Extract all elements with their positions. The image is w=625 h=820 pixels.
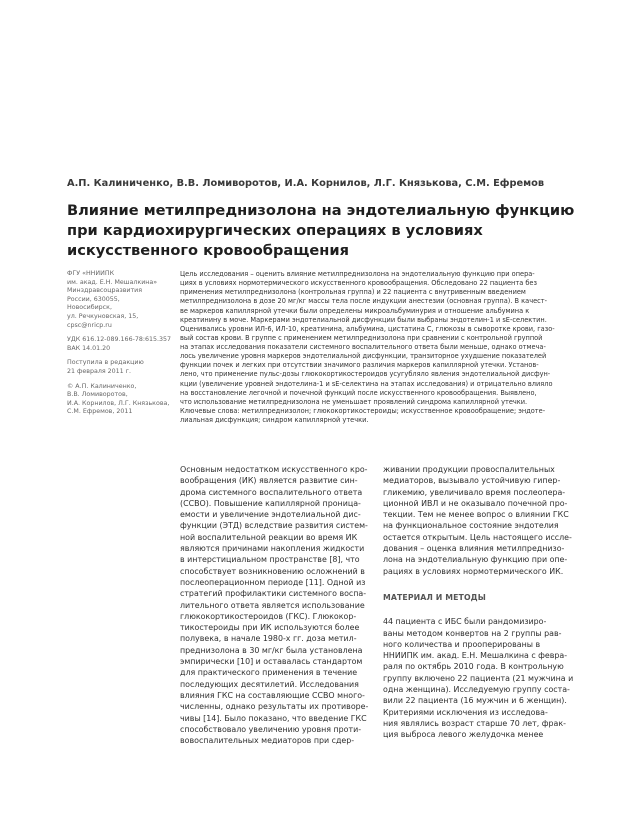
abstract-line: лиальная дисфункция; синдром капиллярной утечки. — [180, 416, 369, 424]
abstract-line: Цель исследования – оценить влияние метилпреднизолона на эндотелиальную функцию при опера- — [180, 270, 535, 278]
body-line: медиаторов, вызывало устойчивую гипер- — [383, 476, 561, 486]
body-line: стратегий профилактики системного воспа- — [180, 589, 367, 599]
authors-line: А.П. Калиниченко, В.В. Ломиворотов, И.А. Корнилов, Л.Г. Князькова, С.М. Ефремов — [67, 178, 545, 189]
udk-line: УДК 616.12-089.166-78:615.357 — [67, 336, 172, 344]
abstract-line: применения метилпреднизолона (контрольная группа) и 22 пациента с внутривенным введением — [180, 288, 526, 297]
body-line: в интерстициальном пространстве [8], что — [180, 555, 360, 565]
body-line: способствует возникновению осложнений в — [180, 566, 365, 576]
body-line: текции. Тем не менее вопрос о влиянии ГКС — [383, 510, 569, 520]
abstract-line: вый состав крови. В группе с применением метилпреднизолона при сравнении с контрольной группой — [180, 333, 543, 342]
abstract-line: лось увеличение уровня маркеров эндотелиальной дисфункции, транзиторное ухудшение показателей — [180, 352, 547, 361]
affiliation-line: ФГУ «ННИИПК — [67, 270, 115, 277]
copyright-line: В.В. Ломиворотов, — [67, 391, 128, 399]
body-line: лона на эндотелиальную функцию при опе- — [383, 555, 568, 565]
abstract-line: креатинину в моче. Маркерами эндотелиальной дисфункции были выбраны эндотелин-1 и sE-селектин. — [180, 315, 547, 324]
body-line: на функциональное состояние эндотелия — [383, 521, 559, 531]
abstract-line: на восстановление легочной и почечной функций после искусственного кровообращения. Выявлено, — [180, 388, 537, 397]
body-line: ваны методом конвертов на 2 группы рав- — [383, 628, 562, 638]
affiliation-line: Минздравсоцразвития — [67, 287, 143, 295]
body-line: ционной ИВЛ и не оказывало почечной про- — [383, 498, 568, 508]
body-line: численны, однако результаты их противоре- — [180, 702, 369, 712]
abstract-line: кции (увеличение уровней эндотелина-1 и sE-селектина на этапах исследования) и отрицательно влияло — [180, 379, 553, 388]
body-line: ННИИПК им. акад. Е.Н. Мешалкина с февра- — [383, 651, 568, 661]
abstract-line: ве маркеров капиллярной утечки были определены микроальбуминурия и отношение альбумина к — [180, 306, 530, 315]
body-line: вили 22 пациента (16 мужчин и 6 женщин). — [383, 696, 567, 706]
body-line: для практического применения в течение — [180, 668, 358, 678]
body-line: функции (ЭТД) вследствие развития систем- — [180, 521, 368, 531]
received-line: 21 февраля 2011 г. — [67, 367, 131, 375]
body-line: живании продукции провоспалительных — [383, 465, 555, 474]
body-line: 44 пациента с ИБС были рандомизиро- — [383, 617, 547, 627]
affiliation-line: ул. Речкуновская, 15, — [67, 312, 139, 320]
body-line: эмпирически [10] и оставалась стандартом — [180, 657, 363, 667]
copyright-line: С.М. Ефремов, 2011 — [67, 408, 133, 416]
body-line: рациях в условиях нормотермического ИК. — [383, 566, 564, 576]
title-line: искусственного кровообращения — [67, 241, 349, 259]
abstract-line: лено, что применение пульс-дозы глюкокортикостероидов усугубляло явления эндотелиальной дисфун- — [180, 370, 551, 379]
body-line: преднизолона в 30 мг/кг была установлена — [180, 645, 363, 655]
section-heading-methods: МАТЕРИАЛ И МЕТОДЫ — [383, 592, 486, 602]
abstract-line: Ключевые слова: метилпреднизолон; глюкокортикостероиды; искусственное кровообращение; эндоте- — [180, 406, 546, 415]
body-line: раля по октябрь 2010 года. В контрольную — [383, 662, 564, 672]
body-line: ция выброса левого желудочка менее — [383, 730, 544, 740]
udk-line: ВАК 14.01.20 — [67, 344, 111, 352]
body-line: вовоспалительных медиаторов при сдер- — [180, 736, 355, 746]
body-right-column — [383, 464, 583, 741]
abstract-line: циях в условиях нормотермического искусственного кровообращения. Обследовано 22 пациента без — [180, 279, 537, 288]
copyright-line: И.А. Корнилов, Л.Г. Князькова, — [67, 399, 170, 407]
title-line: при кардиохирургических операциях в условиях — [67, 221, 483, 239]
affiliation-line: Новосибирск, — [67, 304, 112, 312]
methods-paragraph — [383, 616, 583, 740]
body-line: группу включено 22 пациента (21 мужчина и — [383, 673, 574, 683]
received-date — [67, 359, 167, 376]
abstract-line: метилпреднизолона в дозе 20 мг/кг массы тела после индукции анестезии (основная группа). В качест- — [180, 297, 547, 306]
body-left-column — [180, 464, 369, 746]
body-line: чивы [14]. Было показано, что введение ГКС — [180, 713, 367, 723]
body-line: полувека, в начале 1980-х гг. доза метил- — [180, 634, 357, 644]
copyright — [67, 382, 170, 417]
body-line: послеоперационном периоде [11]. Одной из — [180, 577, 366, 587]
body-line: ния являлись возраст старше 70 лет, фрак- — [383, 718, 566, 728]
body-line: влияния ГКС на составляющие ССВО много- — [180, 690, 365, 700]
abstract-line: что использование метилпреднизолона не уменьшает проявлений синдрома капиллярной утечки. — [180, 397, 528, 406]
body-line: глюкокортикостероидов (ГКС). Глюкокор- — [180, 611, 357, 621]
title-line: Влияние метилпреднизолона на эндотелиальную функцию — [67, 202, 575, 219]
body-line: (ССВО). Повышение капиллярной проница- — [180, 498, 361, 508]
intro-continuation — [383, 464, 583, 577]
affiliation — [67, 270, 167, 330]
body-line: являются причинами накопления жидкости — [180, 544, 365, 554]
received-line: Поступила в редакцию — [67, 359, 144, 367]
body-line: Основным недостатком искусственного кро- — [180, 465, 368, 474]
body-line: Критериями исключения из исследова- — [383, 707, 548, 717]
body-line: ной воспалительной реакции во время ИК — [180, 532, 358, 542]
body-line: способствовало увеличению уровня проти- — [180, 724, 362, 734]
body-line: ного количества и прооперированы в — [383, 639, 541, 649]
body-line: емости и увеличение эндотелиальной дис- — [180, 510, 361, 520]
article-title — [67, 201, 587, 260]
article-metadata — [67, 270, 172, 417]
affiliation-line: cpsc@nricp.ru — [67, 321, 112, 329]
body-line: лительного ответа является использование — [180, 600, 365, 610]
udk-codes — [67, 336, 172, 353]
body-line: гликемию, увеличивало время послеопера- — [383, 487, 566, 497]
body-line: остается открытым. Цель настоящего иссле- — [383, 532, 572, 542]
affiliation-line: им. акад. Е.Н. Мешалкина» — [67, 278, 158, 286]
copyright-line: © А.П. Калиниченко, — [67, 382, 137, 390]
body-line: дования – оценка влияния метилпреднизо- — [383, 544, 565, 554]
body-line: дрома системного воспалительного ответа — [180, 487, 363, 497]
body-line: одна женщина). Исследуемую группу соста- — [383, 685, 570, 695]
affiliation-line: России, 630055, — [67, 295, 120, 303]
body-line: последующих десятилетий. Исследования — [180, 679, 359, 689]
body-line: тикостероиды при ИК используются более — [180, 623, 360, 633]
body-line: вообращения (ИК) является развитие син- — [180, 476, 358, 486]
abstract-line: на этапах исследования показатели системного воспалительного ответа были меньше, однако отмеча- — [180, 343, 546, 351]
abstract — [180, 270, 576, 425]
abstract-line: Оценивались уровни ИЛ-6, ИЛ-10, креатинина, альбумина, цистатина C, глюкозы в сыворотке крови, газо- — [180, 324, 555, 333]
abstract-line: функции почек и легких при отсутствии значимого различия маркеров капиллярной утечки. Установ- — [180, 361, 539, 370]
